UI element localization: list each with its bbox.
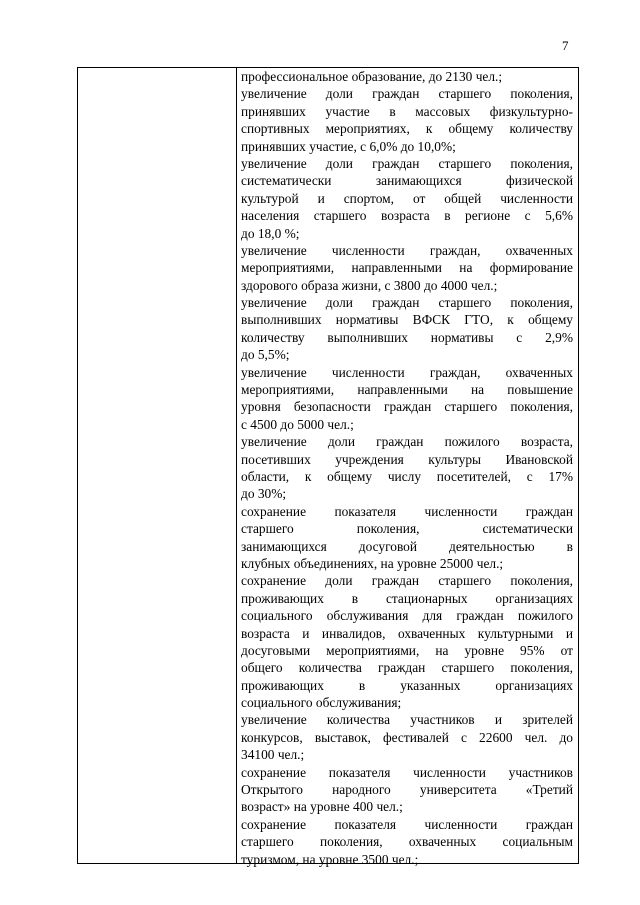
text-line: здорового образа жизни, с 3800 до 4000 чел.; (241, 277, 498, 293)
text-line: досуговыми мероприятиями, на уровне 95% от (241, 642, 573, 658)
text-line: сохранение показателя численности граждан (241, 816, 573, 832)
text-line: увеличение доли граждан пожилого возраста, (241, 434, 573, 450)
text-line: социального обслуживания для граждан пожилого (241, 608, 573, 624)
text-line: спортивных мероприятиях, к общему количеству (241, 121, 573, 137)
text-line: профессиональное образование, до 2130 чел.; (241, 69, 503, 84)
text-line: уровня безопасности граждан старшего поколения, (241, 399, 573, 415)
text-line: Открытого народного университета «Третий (241, 782, 573, 798)
text-line: проживающих в стационарных организациях (241, 590, 573, 606)
text-line: с 4500 до 5000 чел.; (241, 416, 354, 432)
text-line: сохранение показателя численности граждан (241, 503, 573, 519)
text-line: клубных объединениях, на уровне 25000 чел.; (241, 555, 504, 571)
text-line: общего количества граждан старшего поколения, (241, 660, 573, 676)
text-line: увеличение численности граждан, охваченных (241, 364, 573, 380)
text-line: увеличение доли граждан старшего поколения, (241, 295, 573, 311)
text-line: увеличение доли граждан старшего поколения, (241, 86, 573, 102)
text-line: принявших участие, с 6,0% до 10,0%; (241, 138, 456, 154)
text-line: возраста и инвалидов, охваченных культурными и (241, 625, 573, 641)
text-line: занимающихся досуговой деятельностью в (241, 538, 573, 554)
text-line: области, к общему числу посетителей, с 17% (241, 468, 573, 484)
text-line: до 30%; (241, 486, 287, 502)
text-line: увеличение доли граждан старшего поколения, (241, 155, 573, 171)
text-line: систематически занимающихся физической (241, 173, 573, 189)
text-line: 34100 чел.; (241, 747, 305, 763)
column-divider (236, 68, 237, 863)
text-line: туризмом, на уровне 3500 чел.; (241, 851, 419, 867)
text-line: принявших участие в массовых физкультурно- (241, 103, 573, 119)
text-line: сохранение доли граждан старшего поколения, (241, 573, 573, 589)
text-line: мероприятиями, направленными на повышение (241, 382, 573, 398)
text-line: социального обслуживания; (241, 695, 402, 711)
text-line: количеству выполнивших нормативы с 2,9% (241, 329, 573, 345)
text-line: конкурсов, выставок, фестивалей с 22600 чел. до (241, 729, 573, 745)
text-line: старшего поколения, охваченных социальным (241, 834, 573, 850)
text-line: проживающих в указанных организациях (241, 677, 573, 693)
text-line: посетивших учреждения культуры Ивановской (241, 451, 573, 467)
text-line: увеличение численности граждан, охваченных (241, 242, 573, 258)
text-line: увеличение количества участников и зрителей (241, 712, 573, 728)
table-right-column (241, 68, 573, 868)
text-line: населения старшего возраста в регионе с 5,6% (241, 208, 573, 224)
text-line: до 18,0 %; (241, 225, 300, 241)
text-line: возраст» на уровне 400 чел.; (241, 799, 403, 815)
document-table (77, 67, 579, 867)
text-line: выполнивших нормативы ВФСК ГТО, к общему (241, 312, 573, 328)
text-line: мероприятиями, направленными на формирование (241, 260, 573, 276)
page-number: 7 (562, 38, 569, 53)
text-line: культурой и спортом, от общей численности (241, 190, 573, 206)
text-line: старшего поколения, систематически (241, 521, 573, 537)
text-line: до 5,5%; (241, 347, 290, 363)
text-line: сохранение показателя численности участников (241, 764, 573, 780)
